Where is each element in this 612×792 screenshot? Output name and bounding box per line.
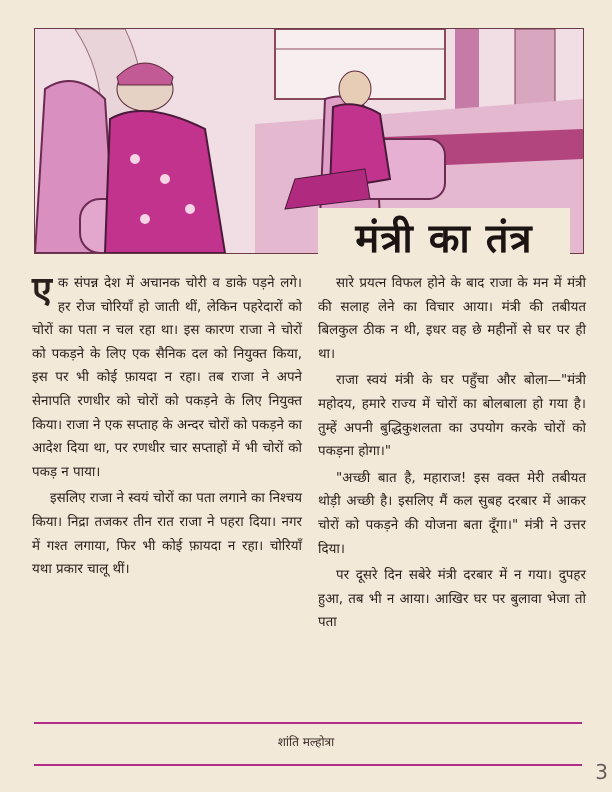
- right-column: [318, 272, 586, 638]
- story-title: मंत्री का तंत्र: [355, 215, 533, 262]
- paragraph-text: क संपन्न देश में अचानक चोरी व डाके पड़ने लगे। हर रोज चोरियाँ हो जाती थीं, लेकिन पहरेदारों को चोरों का पता न चल रहा था। इस कारण राजा ने चोरों को पकड़ने के लिए एक सैनिक दल को नियुक्त किया, इस पर भी कोई फ़ायदा न रहा। तब राजा ने अपने सेनापति रणधीर को चोरों को पकड़ने के लिए नियुक्त किया। राजा ने एक सप्ताह के अन्दर चोरों को पकड़ने का आदेश दिया था, पर रणधीर चार सप्ताहों में भी चोरों को पकड़ न पाया।: [32, 276, 302, 480]
- paragraph: इसलिए राजा ने स्वयं चोरों का पता लगाने का निश्चय किया। निद्रा तजकर तीन रात राजा ने पहरा दिया। नगर में गश्त लगाया, फिर भी कोई फ़ायदा न रहा। चोरियाँ यथा प्रकार चालू थीं।: [32, 491, 302, 578]
- page-number: 3: [595, 760, 608, 784]
- paragraph: पर दूसरे दिन सबेरे मंत्री दरबार में न गया। दुपहर हुआ, तब भी न आया। आखिर घर पर बुलावा भेजा तो पता: [318, 568, 586, 631]
- divider-top: [34, 722, 582, 724]
- paragraph: "अच्छी बात है, महाराज! इस वक्त मेरी तबीयत थोड़ी अच्छी है। इसलिए मैं कल सुबह दरबार में आकर चोरों को पकड़ने की योजना बता दूँगा।" मंत्री ने उत्तर दिया।: [318, 470, 586, 557]
- paragraph: सारे प्रयत्न विफल होने के बाद राजा के मन में मंत्री की सलाह लेने का विचार आया। मंत्री की तबीयत बिलकुल ठीक न थी, इधर वह छे महीनों से घर पर ही था।: [318, 276, 586, 362]
- left-column: [32, 272, 302, 585]
- dropcap: ए: [32, 270, 52, 311]
- author-credit: शांति मल्होत्रा: [277, 735, 335, 749]
- paragraph: [32, 272, 302, 484]
- title-box: [318, 208, 570, 264]
- paragraph: राजा स्वयं मंत्री के घर पहुँचा और बोला—"मंत्री महोदय, हमारे राज्य में चोरों का बोलबाला हो गया है। तुम्हें अपनी बुद्धिकुशलता का उपयोग करके चोरों को पकड़ना होगा।": [318, 373, 586, 460]
- divider-bottom: [34, 764, 582, 766]
